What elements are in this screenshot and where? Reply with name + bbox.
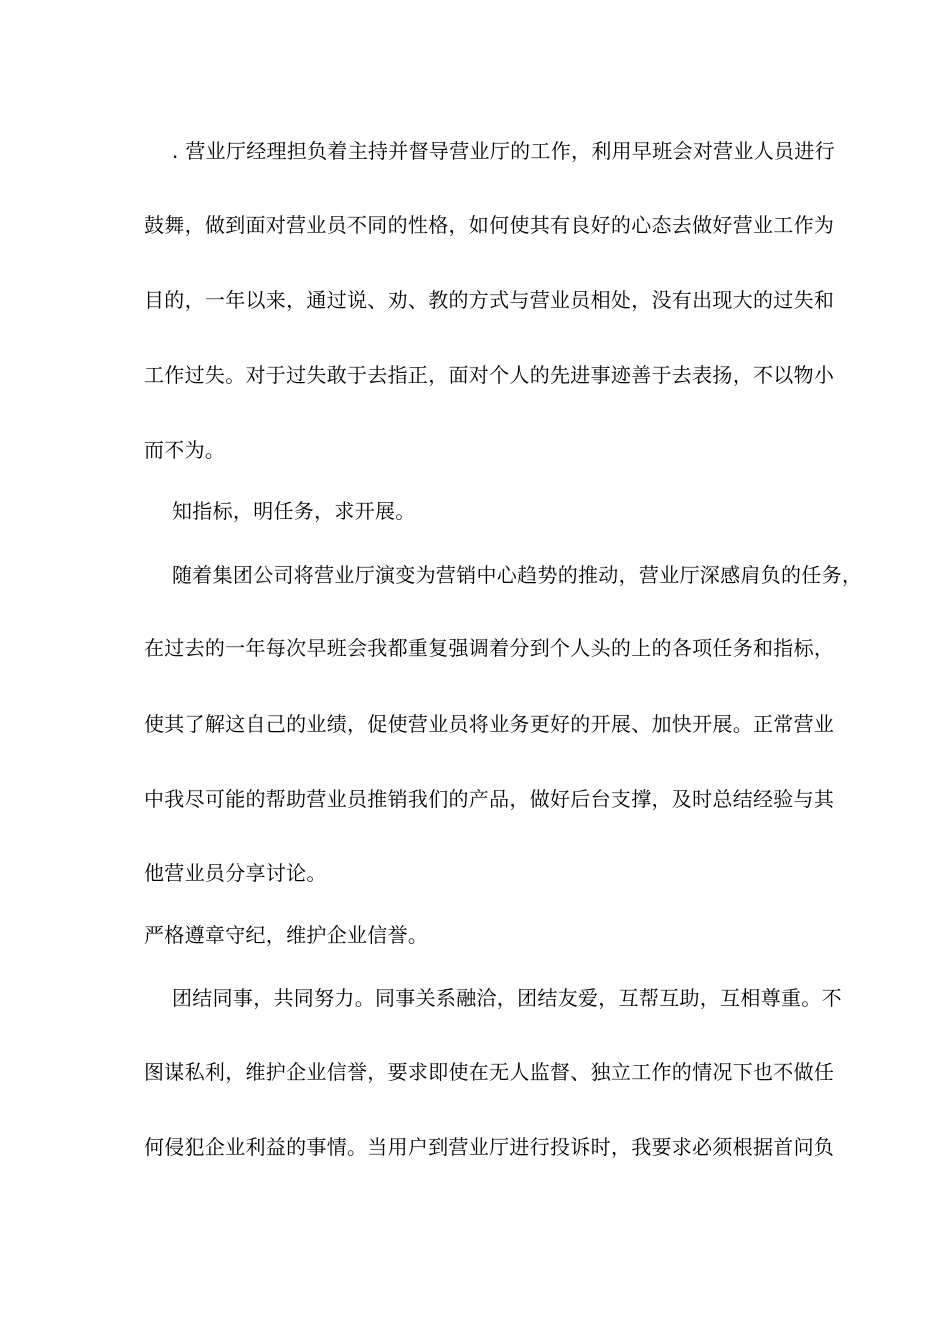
heading-targets: 知指标，明任务，求开展。: [172, 499, 416, 523]
paragraph-2-line-4: 中我尽可能的帮助营业员推销我们的产品，做好后台支撑，及时总结经验与其: [144, 787, 835, 811]
paragraph-1-line-4: 工作过失。对于过失敢于去指正，面对个人的先进事迹善于去表扬，不以物小: [144, 363, 835, 387]
paragraph-1-line-3: 目的，一年以来，通过说、劝、教的方式与营业员相处，没有出现大的过失和: [144, 288, 835, 312]
paragraph-2-line-2: 在过去的一年每次早班会我都重复强调着分到个人头的上的各项任务和指标，: [144, 636, 835, 660]
heading-discipline: 严格遵章守纪，维护企业信誉。: [144, 923, 429, 947]
paragraph-2-line-1: 随着集团公司将营业厅演变为营销中心趋势的推动，营业厅深感肩负的任务，: [172, 563, 863, 587]
paragraph-3-line-3: 何侵犯企业利益的事情。当用户到营业厅进行投诉时，我要求必须根据首问负: [144, 1135, 835, 1159]
paragraph-2-line-5: 他营业员分享讨论。: [144, 861, 327, 885]
paragraph-1-line-2: 鼓舞，做到面对营业员不同的性格，如何使其有良好的心态去做好营业工作为: [144, 213, 835, 237]
paragraph-3-line-2: 图谋私利，维护企业信誉，要求即使在无人监督、独立工作的情况下也不做任: [144, 1060, 835, 1084]
paragraph-1-line-5: 而不为。: [144, 438, 226, 462]
paragraph-3-line-1: 团结同事，共同努力。同事关系融洽，团结友爱，互帮互助，互相尊重。不: [172, 986, 842, 1010]
paragraph-2-line-3: 使其了解这自己的业绩，促使营业员将业务更好的开展、加快开展。正常营业: [144, 712, 835, 736]
paragraph-1-line-1: . 营业厅经理担负着主持并督导营业厅的工作，利用早班会对营业人员进行: [172, 139, 835, 163]
